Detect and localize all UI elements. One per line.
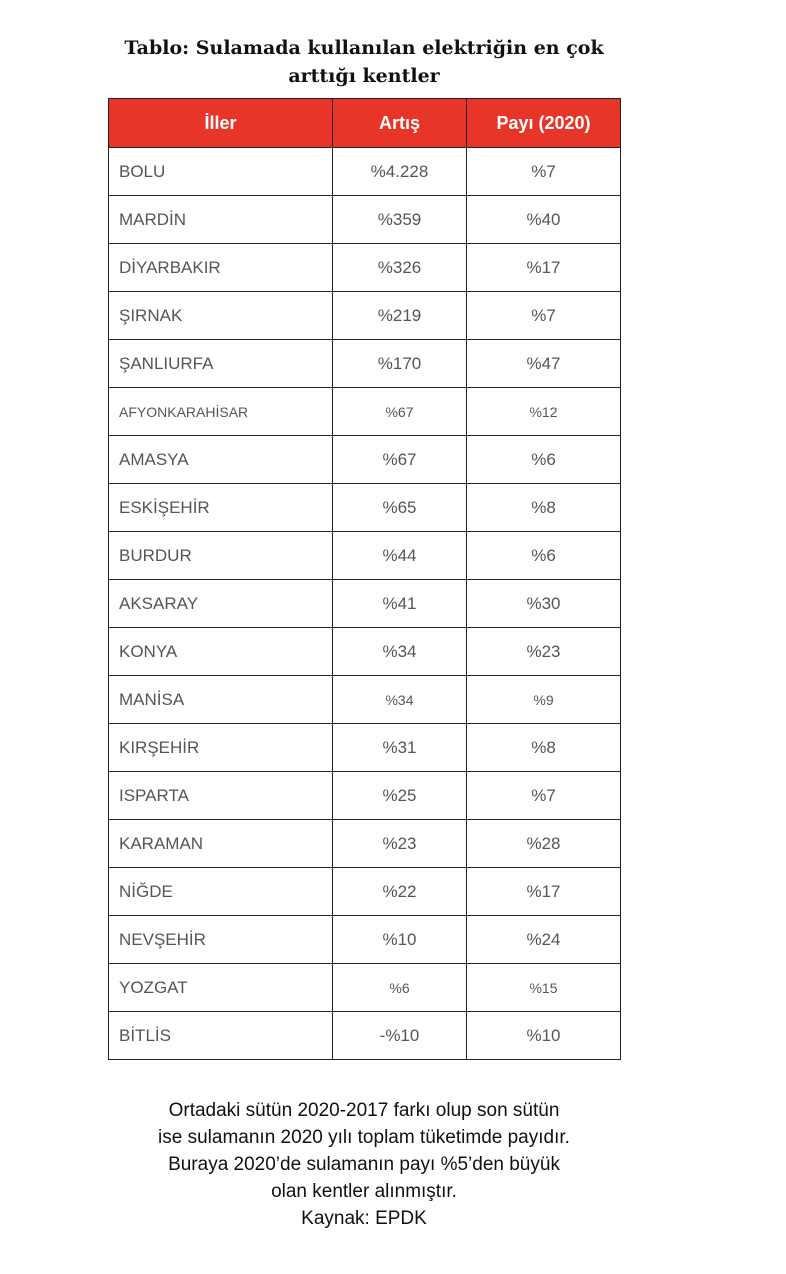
cell-il: AFYONKARAHİSAR bbox=[109, 388, 333, 436]
cell-artis: %359 bbox=[333, 196, 467, 244]
table-row bbox=[109, 484, 621, 532]
table-title bbox=[108, 34, 620, 90]
header-row bbox=[109, 99, 621, 148]
footnote-source: Kaynak: EPDK bbox=[301, 1208, 427, 1229]
cell-pay: %17 bbox=[467, 868, 621, 916]
footnote bbox=[108, 1097, 620, 1232]
header-iller: İller bbox=[109, 99, 333, 148]
table-title-line-2: arttığı kentler bbox=[288, 65, 440, 87]
cell-artis: %25 bbox=[333, 772, 467, 820]
table-title-line-1: Tablo: Sulamada kullanılan elektriğin en çok bbox=[124, 37, 604, 59]
table-row bbox=[109, 580, 621, 628]
table-row bbox=[109, 292, 621, 340]
cell-il: BOLU bbox=[109, 148, 333, 196]
cell-artis: %6 bbox=[333, 964, 467, 1012]
cell-pay: %24 bbox=[467, 916, 621, 964]
footnote-line-1: Ortadaki sütün 2020-2017 farkı olup son sütün bbox=[168, 1100, 560, 1121]
footnote-line-3: Buraya 2020’de sulamanın payı %5’den büyük bbox=[168, 1154, 560, 1175]
cell-artis: %41 bbox=[333, 580, 467, 628]
cell-pay: %6 bbox=[467, 436, 621, 484]
cell-pay: %8 bbox=[467, 484, 621, 532]
cell-pay: %28 bbox=[467, 820, 621, 868]
header-payi: Payı (2020) bbox=[467, 99, 621, 148]
cell-il: DİYARBAKIR bbox=[109, 244, 333, 292]
footnote-line-4: olan kentler alınmıştır. bbox=[271, 1181, 457, 1202]
cell-il: NİĞDE bbox=[109, 868, 333, 916]
cell-pay: %8 bbox=[467, 724, 621, 772]
cell-pay: %23 bbox=[467, 628, 621, 676]
cell-pay: %7 bbox=[467, 292, 621, 340]
table-row bbox=[109, 628, 621, 676]
cell-il: MANİSA bbox=[109, 676, 333, 724]
cell-il: ISPARTA bbox=[109, 772, 333, 820]
cell-artis: %67 bbox=[333, 436, 467, 484]
table-row bbox=[109, 964, 621, 1012]
table-row bbox=[109, 340, 621, 388]
footnote-line-2: ise sulamanın 2020 yılı toplam tüketimde payıdır. bbox=[158, 1127, 570, 1148]
cell-pay: %15 bbox=[467, 964, 621, 1012]
table-row bbox=[109, 724, 621, 772]
table-row bbox=[109, 436, 621, 484]
cell-il: KIRŞEHİR bbox=[109, 724, 333, 772]
cell-pay: %9 bbox=[467, 676, 621, 724]
cell-artis: %44 bbox=[333, 532, 467, 580]
cell-il: BİTLİS bbox=[109, 1012, 333, 1060]
cell-artis: -%10 bbox=[333, 1012, 467, 1060]
cell-il: ŞIRNAK bbox=[109, 292, 333, 340]
table-row bbox=[109, 1012, 621, 1060]
cell-il: ŞANLIURFA bbox=[109, 340, 333, 388]
cell-artis: %4.228 bbox=[333, 148, 467, 196]
table-row bbox=[109, 820, 621, 868]
cell-artis: %65 bbox=[333, 484, 467, 532]
cell-artis: %34 bbox=[333, 676, 467, 724]
header-artis: Artış bbox=[333, 99, 467, 148]
cell-pay: %7 bbox=[467, 148, 621, 196]
table-row bbox=[109, 388, 621, 436]
cell-pay: %47 bbox=[467, 340, 621, 388]
table-row bbox=[109, 916, 621, 964]
cell-artis: %10 bbox=[333, 916, 467, 964]
cell-artis: %31 bbox=[333, 724, 467, 772]
cell-il: KONYA bbox=[109, 628, 333, 676]
cell-il: AMASYA bbox=[109, 436, 333, 484]
table-row bbox=[109, 676, 621, 724]
cell-il: KARAMAN bbox=[109, 820, 333, 868]
cell-pay: %17 bbox=[467, 244, 621, 292]
cell-artis: %219 bbox=[333, 292, 467, 340]
cell-artis: %22 bbox=[333, 868, 467, 916]
cell-artis: %326 bbox=[333, 244, 467, 292]
cities-table bbox=[108, 98, 621, 1060]
table-row bbox=[109, 196, 621, 244]
cell-il: AKSARAY bbox=[109, 580, 333, 628]
cell-artis: %34 bbox=[333, 628, 467, 676]
cell-artis: %170 bbox=[333, 340, 467, 388]
cell-pay: %40 bbox=[467, 196, 621, 244]
cell-il: BURDUR bbox=[109, 532, 333, 580]
cell-pay: %30 bbox=[467, 580, 621, 628]
cell-il: ESKİŞEHİR bbox=[109, 484, 333, 532]
cell-il: NEVŞEHİR bbox=[109, 916, 333, 964]
table-row bbox=[109, 244, 621, 292]
table-row bbox=[109, 772, 621, 820]
table-row bbox=[109, 532, 621, 580]
cell-pay: %10 bbox=[467, 1012, 621, 1060]
table-row bbox=[109, 148, 621, 196]
cell-pay: %12 bbox=[467, 388, 621, 436]
cell-artis: %23 bbox=[333, 820, 467, 868]
cell-pay: %6 bbox=[467, 532, 621, 580]
cell-artis: %67 bbox=[333, 388, 467, 436]
cell-pay: %7 bbox=[467, 772, 621, 820]
cell-il: YOZGAT bbox=[109, 964, 333, 1012]
table-row bbox=[109, 868, 621, 916]
cell-il: MARDİN bbox=[109, 196, 333, 244]
